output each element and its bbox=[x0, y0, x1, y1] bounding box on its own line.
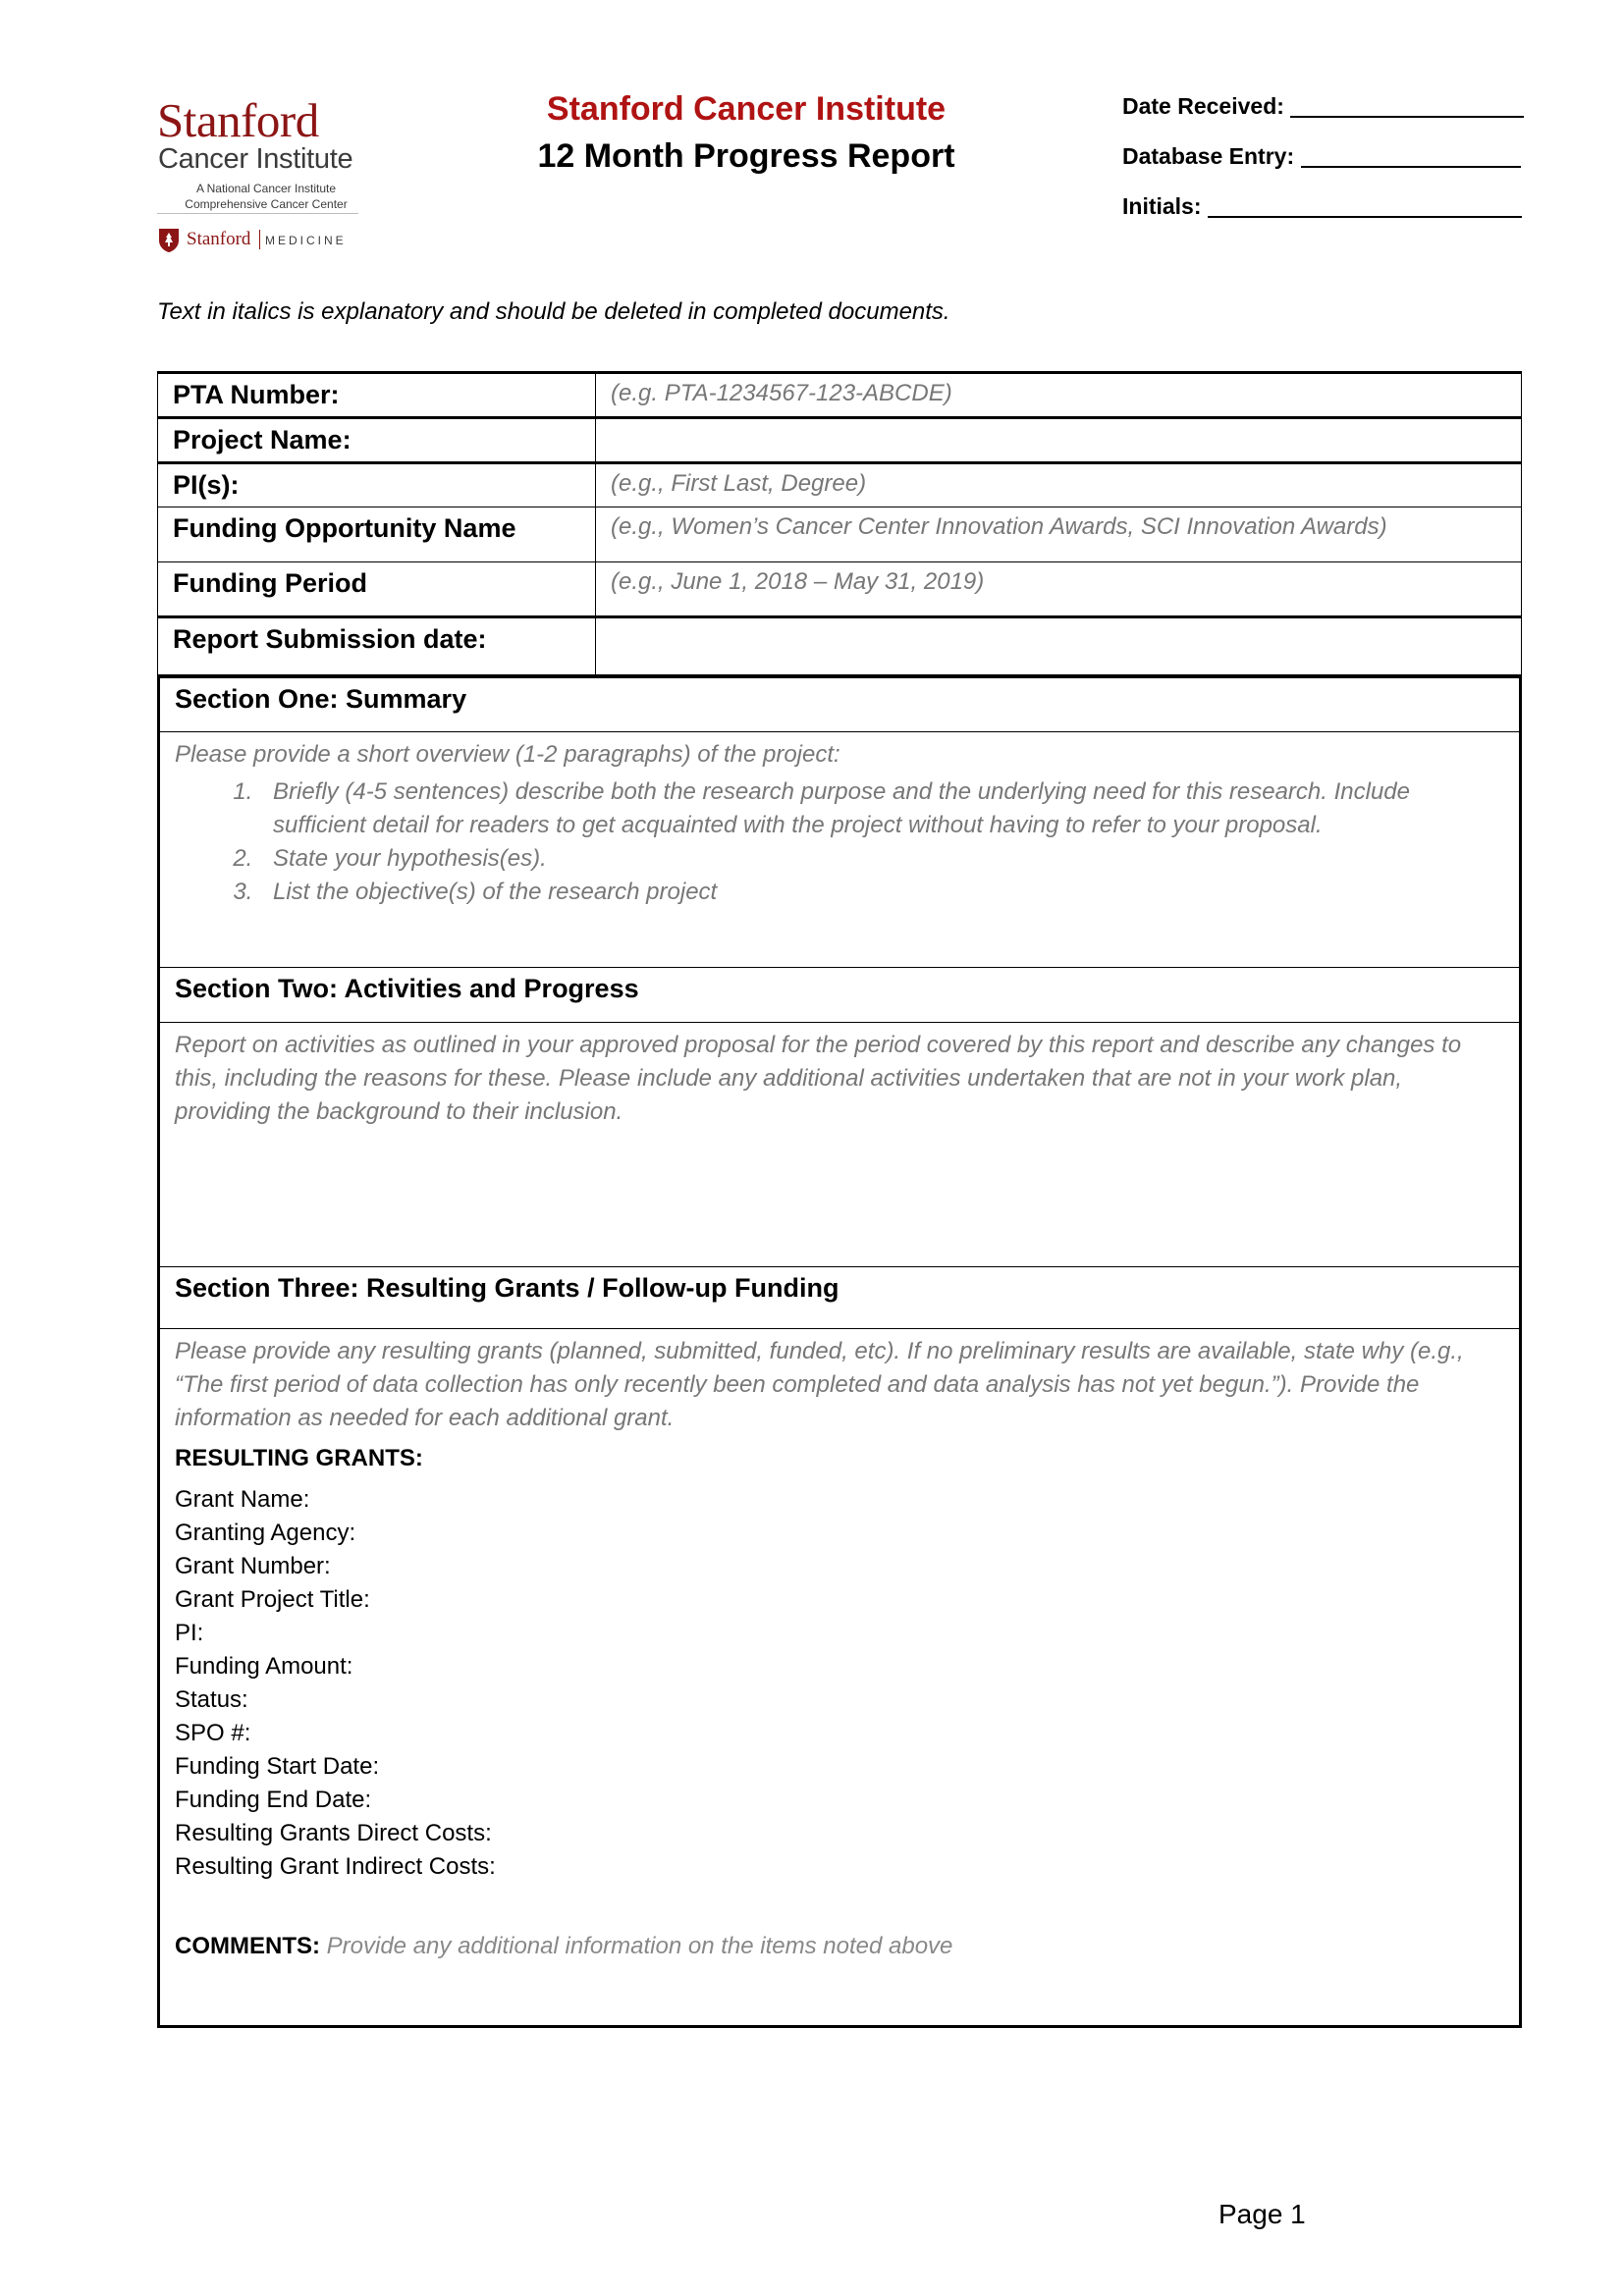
funding-opportunity-label: Funding Opportunity Name bbox=[158, 507, 596, 562]
section-one-heading: Section One: Summary bbox=[175, 684, 467, 714]
database-entry-field[interactable]: Database Entry: bbox=[1122, 145, 1521, 168]
database-entry-line[interactable] bbox=[1301, 146, 1521, 168]
indirect-costs-field[interactable]: Resulting Grant Indirect Costs: bbox=[175, 1853, 496, 1880]
table-row bbox=[158, 463, 1522, 507]
logo-medicine-text: MEDICINE bbox=[265, 234, 347, 247]
date-received-line[interactable] bbox=[1290, 96, 1524, 118]
logo-stanford-medicine-text: Stanford bbox=[187, 229, 251, 249]
page-number: Page 1 bbox=[1218, 2199, 1306, 2229]
comments-field[interactable] bbox=[175, 1933, 1504, 1960]
resulting-grants-heading: RESULTING GRANTS: bbox=[175, 1445, 423, 1471]
section-three-header bbox=[157, 1267, 1522, 1329]
report-submission-date-value[interactable] bbox=[596, 617, 1522, 675]
logo-divider bbox=[157, 213, 358, 214]
logo-stanford-text: Stanford bbox=[157, 93, 319, 147]
instructions-note: Text in italics is explanatory and should be deleted in completed documents. bbox=[157, 298, 950, 325]
pi-field[interactable]: PI: bbox=[175, 1620, 204, 1646]
project-info-table bbox=[157, 371, 1522, 675]
funding-period-label: Funding Period bbox=[158, 562, 596, 617]
section-one-list bbox=[175, 775, 1504, 909]
list-item: 3. List the objective(s) of the research project bbox=[259, 876, 1504, 909]
logo-separator bbox=[259, 230, 260, 249]
section-three-heading: Section Three: Resulting Grants / Follow-up Funding bbox=[175, 1273, 839, 1303]
section-three-body[interactable] bbox=[157, 1329, 1522, 2028]
funding-end-date-field[interactable]: Funding End Date: bbox=[175, 1787, 372, 1813]
initials-line[interactable] bbox=[1208, 196, 1522, 218]
stanford-seal-icon bbox=[157, 227, 181, 253]
initials-field[interactable]: Initials: bbox=[1122, 195, 1522, 218]
list-item: 2. State your hypothesis(es). bbox=[259, 842, 1504, 876]
logo-cancer-institute-text: Cancer Institute bbox=[158, 143, 353, 175]
section-two-heading: Section Two: Activities and Progress bbox=[175, 974, 639, 1003]
project-name-value[interactable] bbox=[596, 418, 1522, 463]
project-name-label: Project Name: bbox=[158, 418, 596, 463]
section-one-header bbox=[157, 675, 1522, 732]
stanford-cancer-institute-logo bbox=[157, 93, 363, 263]
report-title: 12 Month Progress Report bbox=[537, 137, 955, 175]
grant-fields-list bbox=[175, 1483, 1504, 1884]
section-one-body[interactable] bbox=[157, 732, 1522, 968]
table-row bbox=[158, 507, 1522, 562]
date-received-field[interactable]: Date Received: bbox=[1122, 95, 1524, 118]
comments-label: COMMENTS: bbox=[175, 1933, 320, 1959]
pis-label: PI(s): bbox=[158, 463, 596, 507]
table-row bbox=[158, 617, 1522, 675]
section-two-instructions: Report on activities as outlined in your approved proposal for the period covered by this report and describe any changes to this, including the reasons for these. Please include any additional activities undertaken that are not in your work plan, providing the background to their inclusion. bbox=[175, 1032, 1462, 1125]
pis-value[interactable]: (e.g., First Last, Degree) bbox=[596, 463, 1522, 507]
table-row bbox=[158, 562, 1522, 617]
funding-period-value[interactable]: (e.g., June 1, 2018 – May 31, 2019) bbox=[596, 562, 1522, 617]
org-title: Stanford Cancer Institute bbox=[546, 90, 947, 128]
grant-number-field[interactable]: Grant Number: bbox=[175, 1553, 331, 1579]
report-form bbox=[157, 371, 1522, 2028]
table-row bbox=[158, 418, 1522, 463]
section-two-header bbox=[157, 968, 1522, 1023]
grant-project-title-field[interactable]: Grant Project Title: bbox=[175, 1586, 370, 1613]
logo-designation-text: A National Cancer Institute Comprehensive Cancer Center bbox=[185, 182, 348, 211]
pta-number-label: PTA Number: bbox=[158, 373, 596, 418]
list-item: 1. Briefly (4-5 sentences) describe both the research purpose and the underlying need for this research. Include sufficient detail for readers to get acquainted with the project without having to refer to your proposal. bbox=[259, 775, 1504, 842]
report-submission-date-label: Report Submission date: bbox=[158, 617, 596, 675]
section-three-instructions: Please provide any resulting grants (planned, submitted, funded, etc). If no preliminary results are available, state why (e.g., “The first period of data collection has only recently been completed and data analysis has not yet begun.”). Provide the information as needed for each additional grant. bbox=[175, 1338, 1464, 1431]
table-row bbox=[158, 373, 1522, 418]
section-one-intro: Please provide a short overview (1-2 paragraphs) of the project: bbox=[175, 741, 840, 768]
spo-number-field[interactable]: SPO #: bbox=[175, 1720, 251, 1746]
direct-costs-field[interactable]: Resulting Grants Direct Costs: bbox=[175, 1820, 492, 1846]
pta-number-value[interactable]: (e.g. PTA-1234567-123-ABCDE) bbox=[596, 373, 1522, 418]
funding-opportunity-value[interactable]: (e.g., Women’s Cancer Center Innovation Awards, SCI Innovation Awards) bbox=[596, 507, 1522, 562]
grant-name-field[interactable]: Grant Name: bbox=[175, 1486, 310, 1513]
funding-start-date-field[interactable]: Funding Start Date: bbox=[175, 1753, 380, 1780]
comments-hint: Provide any additional information on the items noted above bbox=[326, 1933, 953, 1959]
granting-agency-field[interactable]: Granting Agency: bbox=[175, 1520, 356, 1546]
funding-amount-field[interactable]: Funding Amount: bbox=[175, 1653, 353, 1680]
section-two-body[interactable] bbox=[157, 1023, 1522, 1267]
status-field[interactable]: Status: bbox=[175, 1686, 248, 1713]
